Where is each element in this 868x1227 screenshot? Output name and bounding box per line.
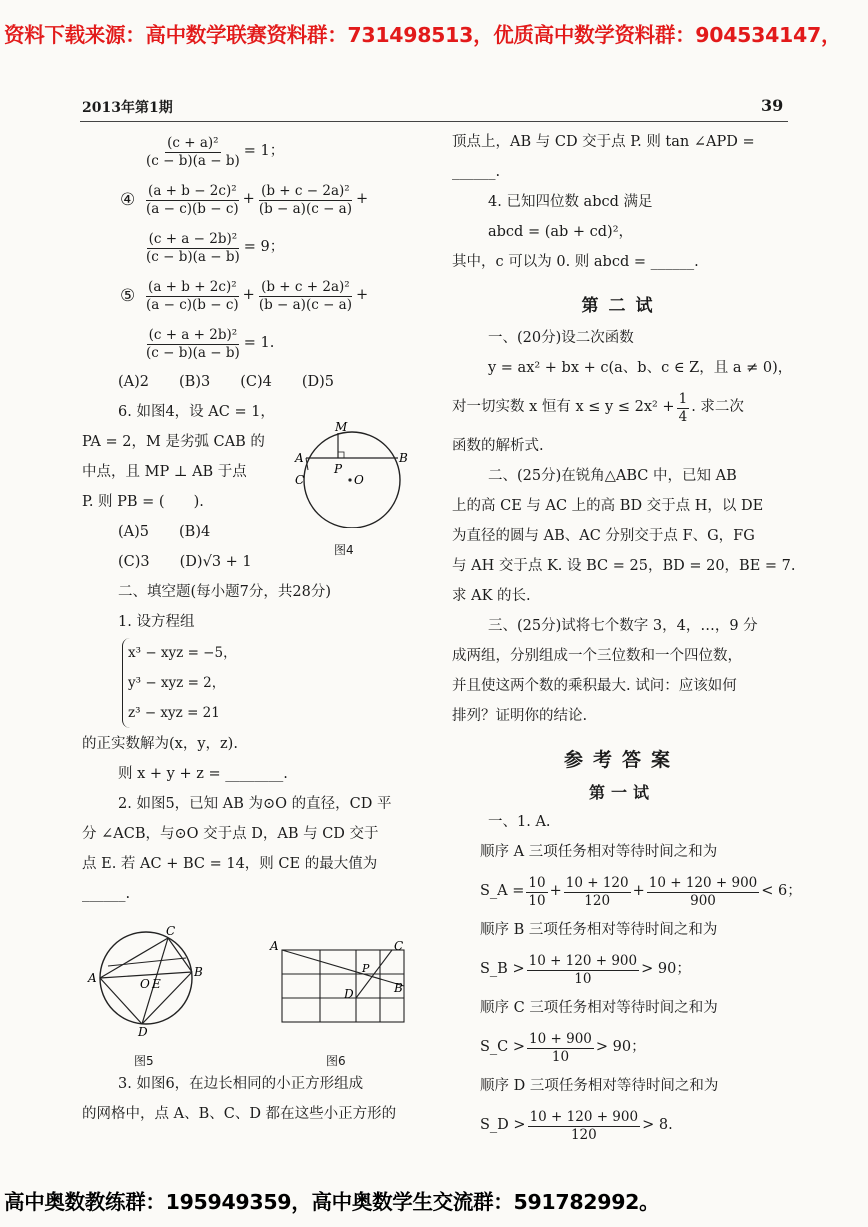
q6-line4: P. 则 PB = ( ). <box>82 494 204 511</box>
sum-a-equation: S_A = $\frac{10}{10}$ + $\frac{10 + 120}{120}$ + $\frac{10 + 120 + 900}{900}$ < 6； <box>480 874 802 909</box>
equation-5-cont: $\frac{\text{(c + a + 2b)²}}{(c - b)(a - b)}$ = 1. <box>146 326 275 361</box>
problem2-line3: 为直径的圆与 AB、AC 分别交于点 F、G，FG <box>452 528 755 545</box>
fill-q3: 3. 如图6，在边长相同的小正方形组成 的网格中，点 A、B、C、D 都在这些小正方形的 <box>82 1076 397 1123</box>
answer-1: 一、1. A. <box>488 814 551 831</box>
contact-footer: 高中奥数教练群：195949359，高中奥数学生交流群：591782992。 <box>4 1190 660 1214</box>
problem1-line4: 函数的解析式. <box>452 438 544 455</box>
label-B: B <box>399 451 408 465</box>
fraction: $\frac{\text{(c + a)²}}{(c - b)(a - b)}$ <box>146 134 240 169</box>
answers-title: 参考答案 <box>563 749 680 771</box>
label-A: A <box>295 451 304 465</box>
svg-text:O: O <box>140 977 150 991</box>
svg-text:D: D <box>344 987 354 1001</box>
svg-text:D: D <box>138 1025 148 1039</box>
label-P: P <box>334 462 343 476</box>
problem2-line2: 上的高 CE 与 AC 上的高 BD 交于点 H，以 DE <box>452 498 764 515</box>
sum-c-equation: S_C > $\frac{10 + 900}{10}$ > 90； <box>480 1030 646 1065</box>
fill-q4-line2: abcd = (ab + cd)²， <box>488 224 634 241</box>
answers-test1-title: 第一试 <box>588 783 655 802</box>
issue-label: 2013年第1期 <box>82 100 173 116</box>
problem2-line4: 与 AH 交于点 K. 设 BC = 25，BD = 20，BE = 7. <box>452 558 796 575</box>
fill-q1-desc: 的正实数解为(x，y，z). <box>82 736 238 753</box>
q6-options-ab: (A)5 (B)4 <box>118 524 211 541</box>
sequence-d-text: 顺序 D 三项任务相对等待时间之和为 <box>480 1078 719 1095</box>
right-column <box>452 128 802 1150</box>
figure-6-grid <box>268 936 414 1028</box>
svg-text:P: P <box>362 962 370 975</box>
label-C: C <box>295 473 305 487</box>
svg-text:A: A <box>270 939 279 953</box>
sequence-b-text: 顺序 B 三项任务相对等待时间之和为 <box>480 922 718 939</box>
problem3-line2: 成两组，分别组成一个三位数和一个四位数， <box>452 648 742 665</box>
problem2-line1: 二、(25分)在锐角△ABC 中，已知 AB <box>488 468 737 485</box>
q5-options: (A)2 (B)3 (C)4 (D)5 <box>118 374 335 391</box>
sum-d-equation: S_D > $\frac{10 + 120 + 900}{120}$ > 8. <box>480 1108 673 1143</box>
fill-q2-line4: ______. <box>82 886 131 903</box>
problem2-line5: 求 AK 的长. <box>452 588 531 605</box>
figure-4-caption: 图4 <box>334 543 354 557</box>
svg-text:B: B <box>394 981 403 995</box>
q6-line1: 6. 如图4，设 AC = 1， <box>118 404 275 421</box>
fill-q2-line3: 点 E. 若 AC + BC = 14，则 CE 的最大值为 <box>82 856 378 873</box>
source-banner: 资料下载来源：高中数学联赛资料群：731498513，优质高中数学资料群：904534147， <box>4 23 842 47</box>
svg-text:A: A <box>88 971 97 985</box>
equation-4-cont: $\frac{\text{(c + a − 2b)²}}{(c - b)(a - b)}$ = 9； <box>146 230 285 265</box>
fill-section-title: 二、填空题(每小题7分，共28分) <box>118 584 331 601</box>
fill-q3-cont: 顶点上，AB 与 CD 交于点 P. 则 tan ∠APD = <box>452 134 755 151</box>
problem3-line1: 三、(25分)试将七个数字 3，4，…，9 分 <box>488 618 758 635</box>
page-number: 39 <box>761 96 784 115</box>
label-O: O <box>354 473 364 487</box>
fill-q4-line1: 4. 已知四位数 abcd 满足 <box>488 194 653 211</box>
equation-4: ④ $\frac{\text{(a + b − 2c)²}}{(a - c)(b - c)}$ + $\frac{\text{(b + c − 2a)²}}{(b - a)(c - a)}$ + <box>120 182 369 217</box>
fill-q2-line2: 分 ∠ACB，与⊙O 交于点 D，AB 与 CD 交于 <box>82 826 379 843</box>
fill-q4-line3: 其中，c 可以为 0. 则 abcd = ______. <box>452 254 699 271</box>
svg-text:B: B <box>194 965 203 979</box>
q6-line2: PA = 2，M 是劣弧 CAB 的 <box>82 434 265 451</box>
figure-5-circle <box>86 922 206 1040</box>
q6-line3: 中点，且 MP ⊥ AB 于点 <box>82 464 247 481</box>
test2-title: 第二试 <box>581 296 663 316</box>
figure-6-caption: 图6 <box>326 1054 346 1068</box>
sum-b-equation: S_B > $\frac{10 + 120 + 900}{10}$ > 90； <box>480 952 691 987</box>
equation-5: ⑤ $\frac{\text{(a + b + 2c)²}}{(a - c)(b - c)}$ + $\frac{\text{(b + c + 2a)²}}{(b - a)(c - a)}$ + <box>120 278 369 313</box>
svg-text:C: C <box>394 939 404 953</box>
problem1-line1: 一、(20分)设二次函数 <box>488 330 634 347</box>
equation-3-tail: $\frac{\text{(c + a)²}}{(c - b)(a - b)}$ = 1； <box>146 134 285 169</box>
header-rule <box>80 121 788 122</box>
label-M: M <box>335 420 348 434</box>
figure-5-caption: 图5 <box>134 1054 154 1068</box>
sequence-c-text: 顺序 C 三项任务相对等待时间之和为 <box>480 1000 718 1017</box>
equation-system: x³ − xyz = −5， y³ − xyz = 2， z³ − xyz = 21 <box>82 638 422 730</box>
problem1-line3: 对一切实数 x 恒有 x ≤ y ≤ 2x² + $\frac{1}{4}$ . 求二次 <box>452 390 744 425</box>
svg-text:E: E <box>152 977 161 991</box>
fill-q1-ask: 则 x + y + z = ________. <box>118 766 288 783</box>
problem3-line3: 并且使这两个数的乘积最大. 试问：应该如何 <box>452 678 737 695</box>
figure-4-circle <box>292 418 412 528</box>
q6-options-cd: (C)3 (D)√3 + 1 <box>118 554 252 571</box>
problem3-line4: 排列？证明你的结论. <box>452 708 588 725</box>
svg-text:C: C <box>166 924 176 938</box>
problem1-line2: y = ax² + bx + c(a、b、c ∈ Z，且 a ≠ 0)， <box>488 360 793 377</box>
sequence-a-text: 顺序 A 三项任务相对等待时间之和为 <box>480 844 718 861</box>
fill-q2-line1: 2. 如图5，已知 AB 为⊙O 的直径，CD 平 <box>118 796 392 813</box>
fill-q1-title: 1. 设方程组 <box>118 614 195 631</box>
fill-q3-blank: ______. <box>452 164 501 181</box>
